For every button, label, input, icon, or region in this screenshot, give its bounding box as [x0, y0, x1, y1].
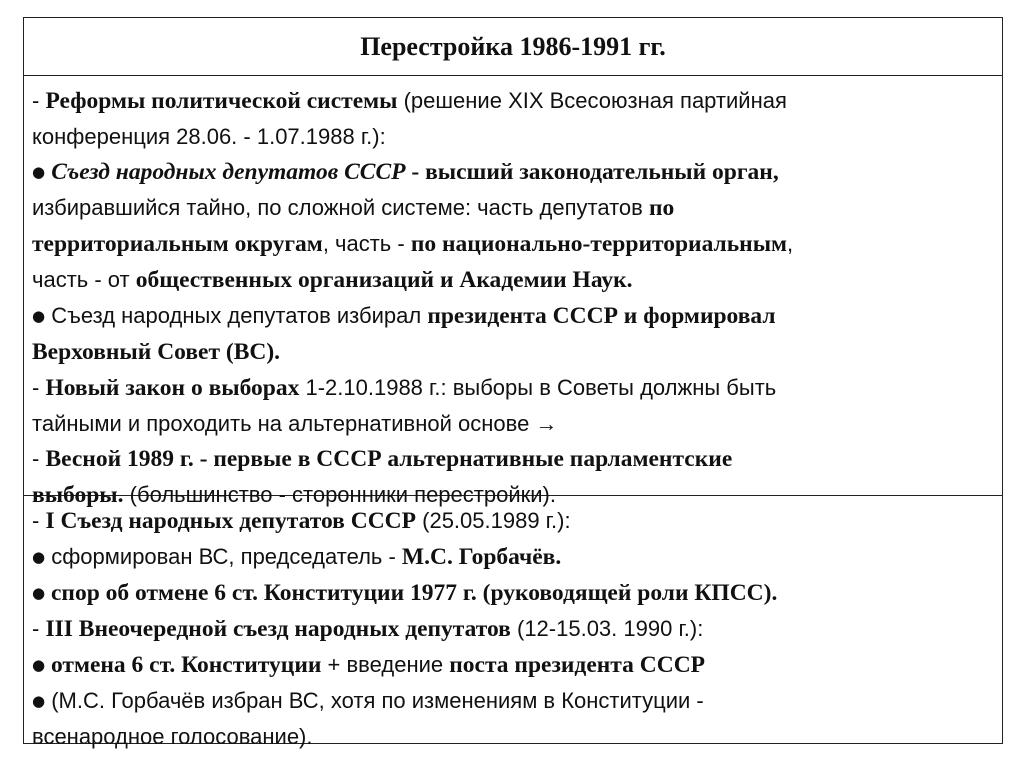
bullet-icon: ● [32, 692, 46, 710]
text-run: 1-2.10.1988 г.: выборы в Советы должны быть [299, 375, 777, 400]
text-line [32, 683, 994, 719]
text-line [32, 539, 994, 575]
text-line [32, 83, 994, 119]
bold-text: по национально-территориальным [410, 231, 788, 257]
text-line [32, 370, 994, 406]
text-line [32, 298, 994, 334]
text-line [32, 154, 994, 190]
political-reforms-cell [24, 76, 1002, 508]
bold-text: Реформы политической системы [45, 88, 398, 114]
text-line [32, 262, 994, 298]
bold-text: спор об отмене 6 ст. Конституции 1977 г. (руководящей роли КПСС). [45, 580, 778, 606]
text-run: - [32, 375, 46, 400]
text-run: тайными и проходить на альтернативной основе → [32, 411, 558, 436]
text-run: - [32, 508, 46, 533]
text-run: (решение XIX Всесоюзная партийная [397, 88, 787, 113]
text-run: , [787, 231, 794, 256]
text-run: (М.С. Горбачёв избран ВС, хотя по изменениям в Конституции - [45, 688, 704, 713]
bullet-icon: ● [32, 163, 46, 181]
bold-text: - высший законодательный орган, [405, 159, 779, 185]
table-title: Перестройка 1986-1991 гг. [24, 18, 1002, 76]
text-run: всенародное голосование). [32, 724, 313, 749]
bold-text: общественных организаций и Академии Наук. [135, 267, 633, 293]
text-run: избиравшийся тайно, по сложной системе: часть депутатов [32, 195, 649, 220]
text-run: - [32, 446, 46, 471]
bullet-icon: ● [32, 307, 46, 325]
text-line [32, 503, 994, 539]
text-line [32, 226, 994, 262]
text-run: , часть - [322, 231, 411, 256]
bullet-icon: ● [32, 548, 46, 566]
bold-text: I Съезд народных депутатов СССР [45, 508, 417, 534]
bold-text: территориальным округам [32, 231, 323, 257]
text-line [32, 441, 994, 477]
text-line [32, 190, 994, 226]
text-run: Съезд народных депутатов избирал [45, 303, 428, 328]
bold-text: отмена 6 ст. Конституции [45, 652, 322, 678]
text-line [32, 119, 994, 154]
text-line [32, 647, 994, 683]
text-line [32, 334, 994, 370]
bold-italic-text: Съезд народных депутатов СССР [51, 159, 406, 185]
bold-text: М.С. Горбачёв. [401, 544, 562, 570]
text-run: (большинство - сторонники перестройки). [123, 482, 556, 507]
text-line [32, 575, 994, 611]
text-line [32, 719, 994, 754]
bold-text: по [648, 195, 675, 221]
text-run: часть - от [32, 267, 136, 292]
bold-text: Новый закон о выборах [45, 375, 300, 401]
bullet-icon: ● [32, 656, 46, 674]
content-table [23, 17, 1003, 749]
bold-text: президента СССР и формировал [427, 303, 776, 329]
text-run: сформирован ВС, председатель - [45, 544, 402, 569]
bold-text: Верховный Совет (ВС). [32, 339, 281, 365]
bold-text: III Внеочередной съезд народных депутатов [45, 616, 511, 642]
text-run: - [32, 616, 46, 641]
bold-text: поста президента СССР [449, 652, 706, 678]
text-run: (12-15.03. 1990 г.): [510, 616, 704, 641]
text-line [32, 406, 994, 441]
bold-text: выборы. [32, 482, 124, 508]
bullet-icon: ● [32, 584, 46, 602]
text-line [32, 611, 994, 647]
congress-cell [24, 496, 1002, 749]
text-run: конференция 28.06. - 1.07.1988 г.): [32, 124, 386, 149]
bold-text: Весной 1989 г. - первые в СССР альтернативные парламентские [45, 446, 733, 472]
text-run: - [32, 88, 46, 113]
text-run: (25.05.1989 г.): [416, 508, 571, 533]
text-run: + введение [321, 652, 450, 677]
